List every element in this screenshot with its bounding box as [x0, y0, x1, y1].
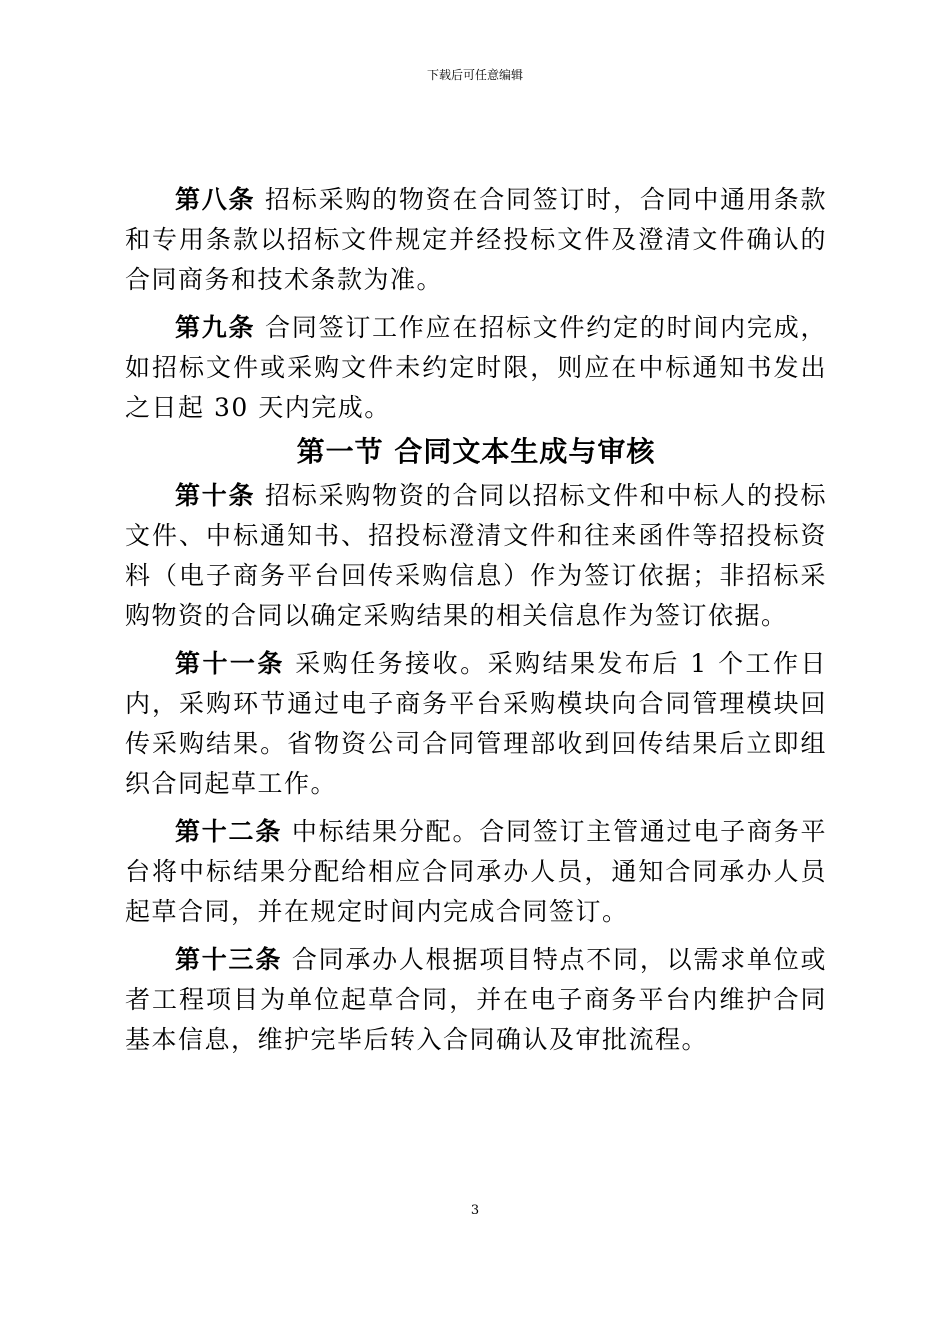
article-text: 招标采购的物资在合同签订时，合同中通用条款和专用条款以招标文件规定并经投标文件及澄清文件确认的合同商务和技术条款为准。	[125, 185, 827, 294]
article-text: 合同签订工作应在招标文件约定的时间内完成，如招标文件或采购文件未约定时限，则应在中标通知书发出之日起 30 天内完成。	[125, 313, 827, 422]
section-heading: 第一节 合同文本生成与审核	[296, 435, 656, 468]
article-11	[125, 644, 827, 804]
document-body	[125, 180, 827, 1060]
article-13	[125, 940, 827, 1060]
article-label: 第十条	[175, 481, 256, 510]
article-9	[125, 308, 827, 428]
article-label: 第九条	[175, 313, 256, 342]
article-label: 第十三条	[175, 945, 283, 974]
article-text: 中标结果分配。合同签订主管通过电子商务平台将中标结果分配给相应合同承办人员，通知合同承办人员起草合同，并在规定时间内完成合同签订。	[125, 817, 827, 926]
article-label: 第十二条	[175, 817, 283, 846]
article-10	[125, 476, 827, 636]
page-number: 3	[470, 1203, 480, 1218]
article-text: 采购任务接收。采购结果发布后 1 个工作日内，采购环节通过电子商务平台采购模块向合同管理模块回传采购结果。省物资公司合同管理部收到回传结果后立即组织合同起草工作。	[125, 649, 827, 798]
article-label: 第十一条	[175, 649, 285, 678]
article-text: 招标采购物资的合同以招标文件和中标人的投标文件、中标通知书、招投标澄清文件和往来函件等招投标资料（电子商务平台回传采购信息）作为签订依据；非招标采购物资的合同以确定采购结果的相关信息作为签订依据。	[125, 481, 827, 630]
article-label: 第八条	[175, 185, 256, 214]
article-12	[125, 812, 827, 932]
page-header: 下载后可任意编辑	[426, 68, 523, 82]
article-text: 合同承办人根据项目特点不同，以需求单位或者工程项目为单位起草合同，并在电子商务平台内维护合同基本信息，维护完毕后转入合同确认及审批流程。	[125, 945, 827, 1054]
article-8	[125, 180, 827, 300]
